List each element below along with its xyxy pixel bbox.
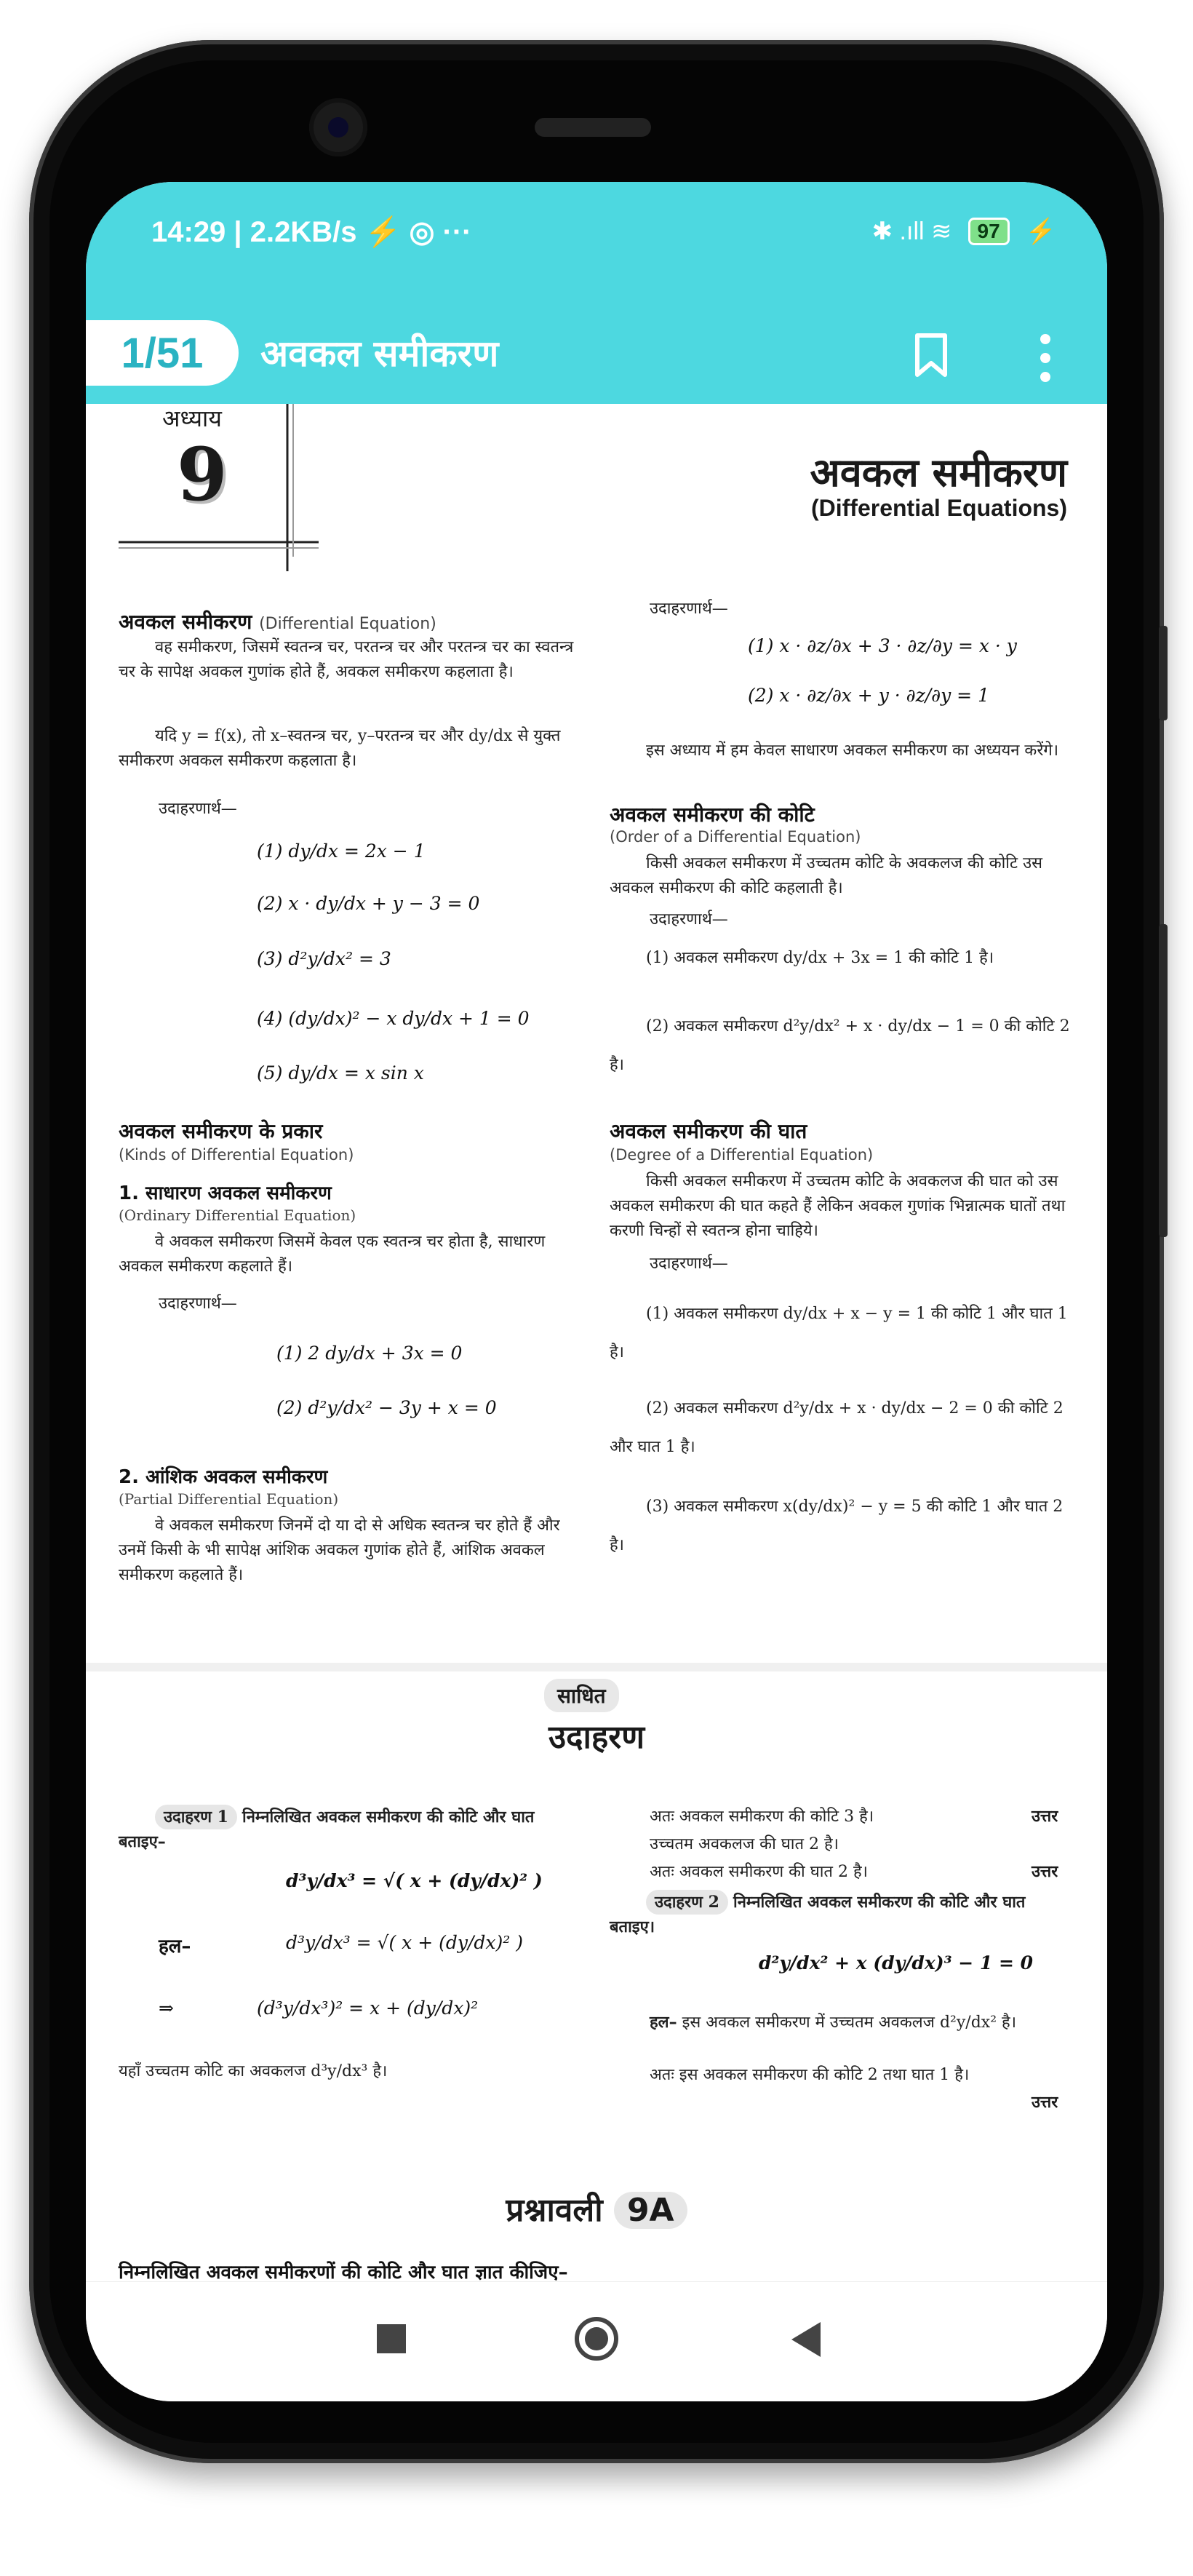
example-tag: उदाहरण 2 <box>646 1890 728 1915</box>
paragraph: (1) अवकल समीकरण dy/dx + x − y = 1 की कोटि 1 और घात 1 है। <box>610 1305 1068 1361</box>
page-divider <box>86 1663 1107 1671</box>
section-heading: 2. आंशिक अवकल समीकरण <box>119 1466 328 1488</box>
solved-tag: साधित <box>544 1679 619 1712</box>
equation: (5) dy/dx = x sin x <box>257 1062 424 1084</box>
paragraph: अतः अवकल समीकरण की कोटि 3 है। <box>650 1808 874 1826</box>
examples-heading: उदाहरण <box>548 1719 645 1756</box>
section-subheading: (Order of a Differential Equation) <box>610 828 861 846</box>
paragraph: अतः इस अवकल समीकरण की कोटि 2 तथा घात 1 है। <box>650 2066 970 2084</box>
section-heading: 1. साधारण अवकल समीकरण <box>119 1182 332 1204</box>
paragraph: किसी अवकल समीकरण में उच्चतम कोटि के अवकलज की घात को उस अवकल समीकरण की घात कहते हैं लेकिन अवकल गुणांक भिन्नात्मक घातों तथा करणी चिन्हों से स्वतन्त्र होना चाहिये। <box>610 1172 1066 1241</box>
navigation-bar <box>86 2281 1107 2401</box>
document-title: अवकल समीकरण <box>260 333 499 375</box>
camera-icon <box>309 98 367 156</box>
example-label: उदाहरणार्थ— <box>159 800 237 818</box>
back-icon[interactable] <box>791 2322 821 2357</box>
section-subheading: (Degree of a Differential Equation) <box>610 1146 874 1164</box>
example-question: उदाहरण 2 निम्नलिखित अवकल समीकरण की कोटि और घात बताइए। <box>610 1890 1075 1940</box>
example-label: उदाहरणार्थ— <box>650 600 728 618</box>
equation: (2) d²y/dx² − 3y + x = 0 <box>276 1397 497 1418</box>
paragraph: वह समीकरण, जिसमें स्वतन्त्र चर, परतन्त्र चर और परतन्त्र चर का स्वतन्त्र चर के सापेक्ष अवकल गुणांक होते हैं, अवकल समीकरण कहलाता है। <box>119 638 574 682</box>
paragraph: यदि y = f(x), तो x–स्वतन्त्र चर, y–परतन्त्र चर और dy/dx से युक्त समीकरण अवकल समीकरण कहलाता है। <box>119 727 561 771</box>
solution-label: हल– <box>159 1936 191 1957</box>
app-bar <box>86 287 1107 404</box>
equation: (1) 2 dy/dx + 3x = 0 <box>276 1343 463 1364</box>
section-subheading: (Ordinary Differential Equation) <box>119 1206 356 1224</box>
equation: d³y/dx³ = √( x + (dy/dx)² ) <box>286 1870 543 1891</box>
section-heading: अवकल समीकरण के प्रकार <box>119 1119 323 1143</box>
section-subheading: (Kinds of Differential Equation) <box>119 1146 354 1164</box>
example-question: उदाहरण 1 निम्नलिखित अवकल समीकरण की कोटि और घात बताइए– <box>119 1805 584 1855</box>
side-button <box>1159 924 1168 1237</box>
signal-icon: ✱ .ıll ≋ <box>871 218 952 245</box>
paragraph: उच्चतम अवकलज की घात 2 है। <box>650 1835 839 1853</box>
paragraph: हल– इस अवकल समीकरण में उच्चतम अवकलज d²y/dx² है। <box>650 2014 1017 2032</box>
equation: (3) d²y/dx² = 3 <box>257 948 391 969</box>
document-page[interactable] <box>86 404 1107 2281</box>
example-label: उदाहरणार्थ— <box>650 1255 728 1273</box>
side-button <box>1159 626 1168 720</box>
status-icons <box>872 217 1056 246</box>
equation: (1) dy/dx = 2x − 1 <box>257 840 426 862</box>
equation: d³y/dx³ = √( x + (dy/dx)² ) <box>286 1932 523 1953</box>
battery-icon: 97 <box>968 218 1010 245</box>
equation: (2) x · ∂z/∂x + y · ∂z/∂y = 1 <box>748 685 989 706</box>
paragraph: (2) अवकल समीकरण d²y/dx² + x · dy/dx − 1 = 0 की कोटि 2 है। <box>610 1017 1070 1074</box>
paragraph: वे अवकल समीकरण जिसमें केवल एक स्वतन्त्र चर होता है, साधारण अवकल समीकरण कहलाते हैं। <box>119 1233 546 1276</box>
more-vert-icon[interactable] <box>1039 333 1052 383</box>
paragraph: यहाँ उच्चतम कोटि का अवकलज d³y/dx³ है। <box>119 2062 388 2080</box>
chapter-title-en: (Differential Equations) <box>810 495 1067 521</box>
home-icon[interactable] <box>575 2317 618 2361</box>
equation: (1) x · ∂z/∂x + 3 · ∂z/∂y = x · y <box>748 635 1017 656</box>
chapter-number: 9 <box>177 432 228 517</box>
paragraph: (2) अवकल समीकरण d²y/dx + x · dy/dx − 2 = 0 की कोटि 2 और घात 1 है। <box>610 1399 1064 1456</box>
answer-label: उत्तर <box>1032 1808 1058 1826</box>
paragraph: इस अध्याय में हम केवल साधारण अवकल समीकरण का अध्ययन करेंगे। <box>646 742 1059 760</box>
bookmark-icon[interactable] <box>914 333 949 378</box>
exercise-question: निम्नलिखित अवकल समीकरणों की कोटि और घात ज्ञात कीजिए– <box>119 2262 568 2281</box>
status-bar <box>86 182 1107 287</box>
answer-label: उत्तर <box>1032 2094 1058 2112</box>
equation: (2) x · dy/dx + y − 3 = 0 <box>257 893 480 914</box>
speaker-grille <box>535 118 651 137</box>
example-label: उदाहरणार्थ— <box>650 910 728 929</box>
page-indicator[interactable]: 1/51 <box>86 320 239 386</box>
paragraph: (1) अवकल समीकरण dy/dx + 3x = 1 की कोटि 1 है। <box>646 949 994 967</box>
exercise-number: 9A <box>614 2192 687 2229</box>
paragraph: वे अवकल समीकरण जिनमें दो या दो से अधिक स्वतन्त्र चर होते हैं और उनमें किसी के भी सापेक्ष आंशिक अवकल गुणांक होते हैं, आंशिक अवकल समीकरण कहलाते हैं। <box>119 1516 560 1585</box>
equation: (4) (dy/dx)² − x dy/dx + 1 = 0 <box>257 1008 530 1029</box>
status-time: 14:29 | 2.2KB/s ⚡ ◎ ··· <box>151 216 472 248</box>
example-tag: उदाहरण 1 <box>155 1805 237 1829</box>
chapter-title: अवकल समीकरण <box>810 450 1067 496</box>
section-heading: अवकल समीकरण की घात <box>610 1119 807 1143</box>
equation: d²y/dx² + x (dy/dx)³ − 1 = 0 <box>759 1952 1034 1973</box>
exercise-heading: प्रश्नावली 9A <box>86 2187 1107 2230</box>
paragraph: किसी अवकल समीकरण में उच्चतम कोटि के अवकलज की कोटि उस अवकल समीकरण की कोटि कहलाती है। <box>610 854 1043 898</box>
charging-icon: ⚡ <box>1025 218 1056 245</box>
example-label: उदाहरणार्थ— <box>159 1295 237 1313</box>
paragraph: (3) अवकल समीकरण x(dy/dx)² − y = 5 की कोटि 1 और घात 2 है। <box>610 1498 1064 1554</box>
paragraph: अतः अवकल समीकरण की घात 2 है। <box>650 1863 868 1881</box>
section-subheading: (Partial Differential Equation) <box>119 1490 339 1508</box>
recent-apps-icon[interactable] <box>377 2324 406 2353</box>
implies-symbol: ⇒ <box>159 1997 174 2019</box>
section-heading: अवकल समीकरण (Differential Equation) <box>119 610 436 634</box>
screen <box>86 182 1107 2401</box>
section-heading: अवकल समीकरण की कोटि <box>610 803 815 827</box>
chapter-label: अध्याय <box>162 405 222 432</box>
chapter-box <box>119 404 319 571</box>
equation: (d³y/dx³)² = x + (dy/dx)² <box>257 1997 479 2019</box>
answer-label: उत्तर <box>1032 1863 1058 1881</box>
